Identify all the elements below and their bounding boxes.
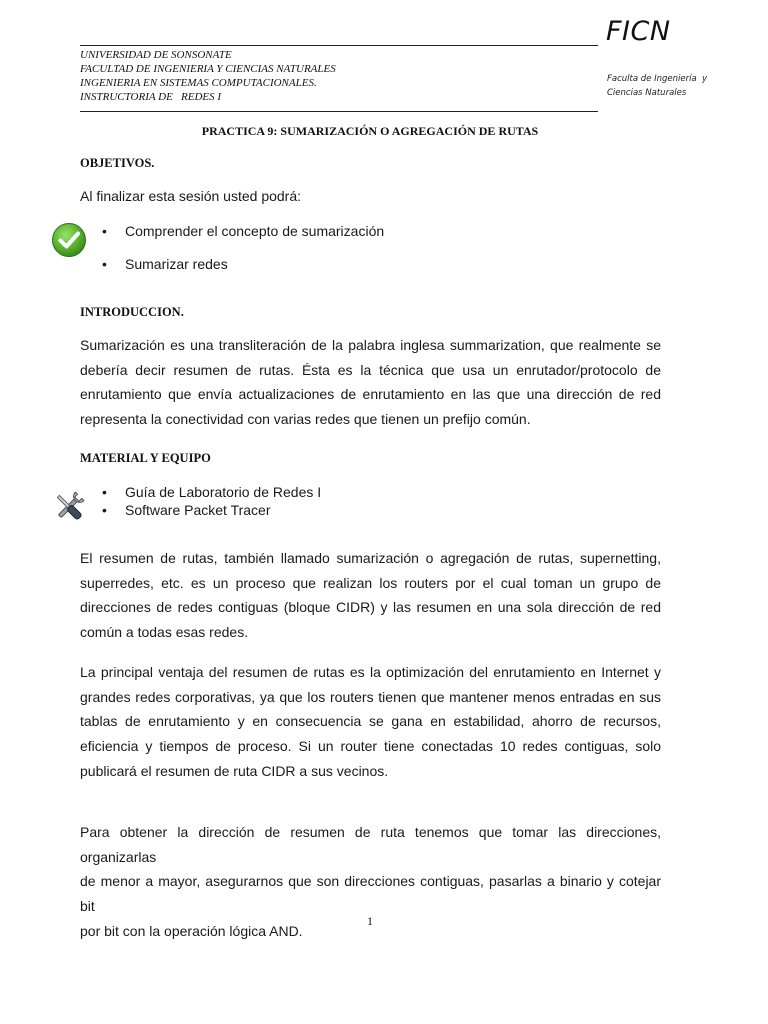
- paragraph-line: publicará el resumen de ruta CIDR a sus vecinos.: [80, 762, 389, 779]
- resumen-paragraph: [80, 546, 661, 645]
- list-item: [98, 483, 321, 501]
- header-line-faculty: FACULTAD DE INGENIERIA Y CIENCIAS NATURALES: [80, 63, 336, 75]
- paragraph-line: de menor a mayor, asegurarnos que son direcciones contiguas, pasarlas a binario y cotejar bit: [80, 873, 661, 915]
- paragraph-line: Sumarización es una transliteración de la palabra inglesa summarization, que realmente se: [80, 337, 661, 353]
- list-item-text: Comprender el concepto de sumarización: [125, 223, 385, 239]
- objetivos-intro: Al finalizar esta sesión usted podrá:: [80, 188, 302, 204]
- paragraph-line: grandes redes corporativas, ya que los routers tienen que mantener menos entradas en sus: [80, 688, 661, 705]
- header-line-course: INSTRUCTORIA DE REDES I: [80, 91, 222, 103]
- bullet-dot: •: [102, 484, 107, 500]
- introduccion-paragraph: [80, 333, 661, 432]
- ficn-logo-subtitle: [607, 72, 727, 100]
- ficn-logo: FICN: [606, 16, 671, 47]
- paragraph-line: eficiencia y tiempos de proceso. Si un router tiene conectadas 10 redes contiguas, solo: [80, 738, 661, 755]
- practice-title: PRACTICA 9: SUMARIZACIÓN O AGREGACIÓN DE RUTAS: [201, 124, 539, 138]
- ventaja-paragraph: [80, 660, 661, 784]
- material-list: [98, 483, 321, 519]
- objetivos-heading: OBJETIVOS.: [80, 156, 155, 170]
- page-number: 1: [367, 914, 373, 928]
- checkmark-icon: [51, 222, 87, 258]
- header-line-career: INGENIERIA EN SISTEMAS COMPUTACIONALES.: [80, 77, 317, 89]
- paragraph-line: enrutamiento que envía actualizaciones de enrutamiento en las que una dirección de red: [80, 386, 661, 403]
- bullet-dot: •: [102, 502, 107, 518]
- logo-subtitle-line-1: Faculta de Ingeniería y: [607, 74, 708, 84]
- paragraph-line: superredes, etc. es un proceso que realizan los routers por el cual toman un grupo de: [80, 574, 661, 591]
- material-heading: MATERIAL Y EQUIPO: [80, 451, 211, 465]
- paragraph-line: tablas de enrutamiento y en consecuencia se gana en estabilidad, ahorro de recursos,: [80, 713, 661, 730]
- paragraph-line: común a todas esas redes.: [80, 624, 249, 641]
- bullet-dot: •: [102, 256, 107, 272]
- bullet-dot: •: [102, 223, 107, 239]
- paragraph-line: La principal ventaja del resumen de rutas es la optimización del enrutamiento en Internet y: [80, 664, 661, 680]
- list-item-text: Guía de Laboratorio de Redes I: [125, 484, 322, 500]
- objetivos-list: [98, 223, 384, 272]
- institution-header: [80, 48, 600, 104]
- list-item: [98, 501, 321, 519]
- paragraph-line: Para obtener la dirección de resumen de ruta tenemos que tomar las direcciones, organizarlas: [80, 824, 661, 865]
- list-item-text: Software Packet Tracer: [125, 502, 271, 518]
- header-rule-bottom: [80, 111, 598, 112]
- header-line-university: UNIVERSIDAD DE SONSONATE: [80, 49, 232, 61]
- list-item: [98, 223, 384, 239]
- tools-icon: [52, 490, 86, 524]
- list-item: [98, 256, 384, 272]
- header-rule-top: [80, 45, 598, 46]
- paragraph-line: direcciones de redes contiguas (bloque CIDR) y las resumen en una sola dirección de red: [80, 599, 661, 616]
- introduccion-heading: INTRODUCCION.: [80, 305, 184, 319]
- list-item-text: Sumarizar redes: [125, 256, 228, 272]
- paragraph-line: El resumen de rutas, también llamado sumarización o agregación de rutas, supernetting,: [80, 550, 661, 566]
- paragraph-line: debería decir resumen de rutas. Ésta es la técnica que usa un enrutador/protocolo de: [80, 361, 661, 378]
- paragraph-line: representa la conectividad con varias redes que tienen un prefijo común.: [80, 411, 531, 428]
- logo-subtitle-line-2: Ciencias Naturales: [607, 88, 687, 98]
- paragraph-line: por bit con la operación lógica AND.: [80, 922, 303, 939]
